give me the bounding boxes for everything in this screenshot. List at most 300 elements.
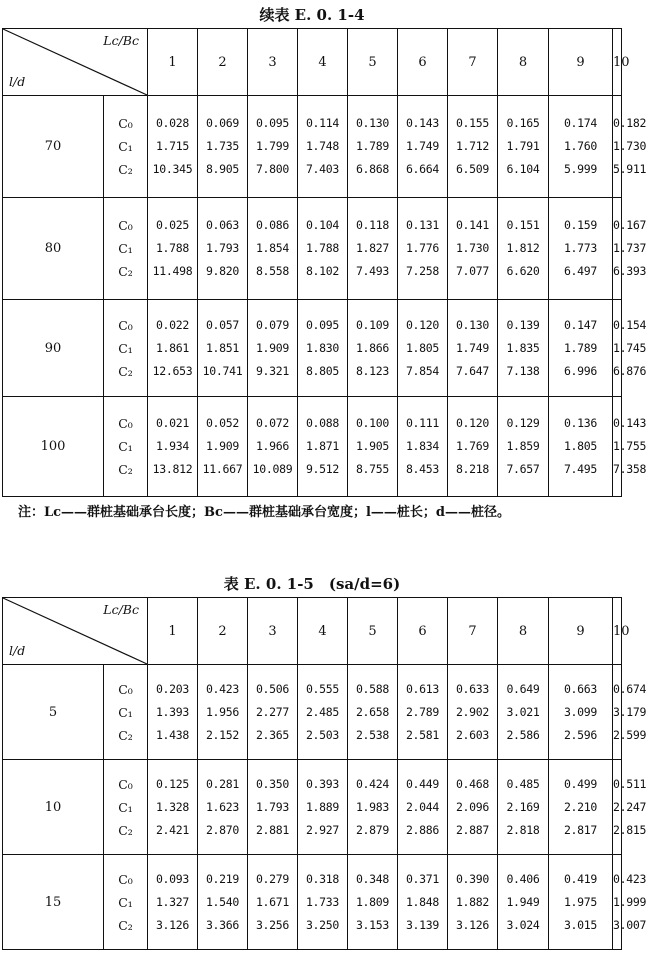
value: 0.086 — [255, 218, 290, 232]
value-cell — [549, 855, 613, 950]
value: 6.868 — [355, 162, 390, 176]
corner-cell — [3, 29, 148, 96]
group-row — [3, 397, 622, 497]
value-cell — [549, 96, 613, 198]
value: 6.664 — [405, 162, 440, 176]
value: 0.088 — [305, 416, 340, 430]
value: 0.155 — [455, 116, 490, 130]
coef-label: C₂ — [118, 363, 133, 379]
value: 1.749 — [405, 139, 440, 153]
value: 0.350 — [255, 776, 290, 791]
value: 2.927 — [305, 822, 340, 837]
value: 0.499 — [563, 776, 598, 791]
value: 0.423 — [613, 871, 646, 886]
value-cell — [498, 397, 549, 497]
value: 3.126 — [455, 917, 490, 932]
group-row — [3, 760, 622, 855]
column-header: 1 — [148, 598, 198, 665]
value: 2.870 — [205, 822, 240, 837]
value: 0.393 — [305, 776, 340, 791]
value-cell — [549, 760, 613, 855]
value: 8.905 — [205, 162, 240, 176]
value: 1.438 — [155, 727, 190, 742]
value-cell — [248, 300, 298, 397]
value: 0.613 — [405, 681, 440, 696]
value: 2.503 — [305, 727, 340, 742]
value: 0.028 — [155, 116, 190, 130]
value: 8.102 — [305, 264, 340, 278]
coef-label: C₂ — [118, 917, 133, 933]
value: 9.512 — [305, 462, 340, 476]
value: 0.079 — [255, 317, 290, 332]
value: 1.975 — [563, 894, 598, 909]
value: 3.366 — [205, 917, 240, 932]
value: 1.882 — [455, 894, 490, 909]
coef-labels — [104, 760, 148, 855]
value-cell — [613, 665, 646, 760]
value-cell — [348, 760, 398, 855]
value: 0.167 — [613, 218, 646, 232]
value-cell — [549, 665, 613, 760]
column-header: 9 — [549, 29, 613, 96]
value: 7.403 — [305, 162, 340, 176]
value: 0.371 — [405, 871, 440, 886]
coef-label: C₀ — [118, 871, 133, 887]
value: 1.789 — [563, 340, 598, 355]
value: 0.141 — [455, 218, 490, 232]
value-cell — [448, 300, 498, 397]
value: 2.887 — [455, 822, 490, 837]
coef-label: C₀ — [118, 317, 133, 333]
value-cell — [398, 855, 448, 950]
value: 0.057 — [205, 317, 240, 332]
coef-label: C₁ — [118, 799, 133, 815]
value: 2.789 — [405, 704, 440, 719]
value: 0.114 — [305, 116, 340, 130]
coef-label: C₂ — [118, 162, 133, 177]
group-label: 80 — [3, 198, 104, 300]
value: 7.358 — [613, 462, 646, 476]
table-note: 注：Lc——群桩基础承台长度；Bc——群桩基础承台宽度；l——桩长；d——桩径。 — [18, 505, 510, 520]
table1 — [2, 28, 646, 497]
value: 1.827 — [355, 241, 390, 255]
group-row — [3, 198, 622, 300]
value: 1.859 — [506, 439, 540, 453]
value: 1.809 — [355, 894, 390, 909]
group-label: 100 — [3, 397, 104, 497]
value: 1.730 — [455, 241, 490, 255]
column-header: 5 — [348, 29, 398, 96]
value: 9.321 — [255, 363, 290, 378]
value: 0.348 — [355, 871, 390, 886]
value: 5.999 — [563, 162, 598, 176]
value-cell — [613, 198, 646, 300]
value: 10.741 — [202, 363, 243, 378]
value-cell — [348, 300, 398, 397]
value-cell — [348, 665, 398, 760]
group-label: 15 — [3, 855, 104, 950]
value-cell — [248, 760, 298, 855]
value: 0.111 — [405, 416, 440, 430]
value: 6.104 — [506, 162, 540, 176]
value-cell — [448, 665, 498, 760]
coef-label: C₂ — [118, 462, 133, 477]
value: 11.498 — [152, 264, 193, 278]
value: 0.052 — [205, 416, 240, 430]
value: 2.586 — [506, 727, 540, 742]
value: 1.871 — [305, 439, 340, 453]
value-cell — [549, 198, 613, 300]
value: 12.653 — [152, 363, 193, 378]
value-cell — [498, 198, 549, 300]
value-cell — [498, 96, 549, 198]
coef-labels — [104, 198, 148, 300]
value: 7.077 — [455, 264, 490, 278]
coef-labels — [104, 855, 148, 950]
value: 7.493 — [355, 264, 390, 278]
value: 0.095 — [255, 116, 290, 130]
value-cell — [448, 855, 498, 950]
coef-label: C₀ — [118, 116, 133, 131]
value-cell — [348, 855, 398, 950]
coef-label: C₁ — [118, 894, 133, 910]
column-header: 2 — [198, 598, 248, 665]
value-cell — [498, 760, 549, 855]
value: 2.886 — [405, 822, 440, 837]
value: 11.667 — [202, 462, 243, 476]
value: 1.788 — [305, 241, 340, 255]
column-header: 7 — [448, 29, 498, 96]
value: 8.558 — [255, 264, 290, 278]
value: 3.015 — [563, 917, 598, 932]
value: 1.776 — [405, 241, 440, 255]
value-cell — [549, 397, 613, 497]
value: 0.279 — [255, 871, 290, 886]
table2 — [2, 597, 646, 950]
group-row — [3, 855, 622, 950]
value: 0.588 — [355, 681, 390, 696]
value: 0.423 — [205, 681, 240, 696]
corner-top-label: Lc/Bc — [103, 602, 139, 617]
value: 1.830 — [305, 340, 340, 355]
value: 1.861 — [155, 340, 190, 355]
value-cell — [348, 96, 398, 198]
coef-label: C₁ — [118, 340, 133, 356]
value: 6.497 — [563, 264, 598, 278]
value: 0.406 — [506, 871, 540, 886]
value: 0.419 — [563, 871, 598, 886]
column-header: 9 — [549, 598, 613, 665]
value: 7.138 — [506, 363, 540, 378]
value: 1.905 — [355, 439, 390, 453]
value: 0.022 — [155, 317, 190, 332]
value-cell — [298, 855, 348, 950]
value: 1.623 — [205, 799, 240, 814]
coef-label: C₀ — [118, 681, 133, 697]
value-cell — [148, 855, 198, 950]
value: 0.633 — [455, 681, 490, 696]
value: 0.511 — [613, 776, 646, 791]
value: 2.881 — [255, 822, 290, 837]
column-header: 8 — [498, 598, 549, 665]
value: 3.179 — [613, 704, 646, 719]
value: 2.277 — [255, 704, 290, 719]
value: 0.136 — [563, 416, 598, 430]
corner-bottom-label: l/d — [9, 74, 26, 89]
column-header: 6 — [398, 598, 448, 665]
coef-label: C₀ — [118, 218, 133, 233]
value: 0.063 — [205, 218, 240, 232]
value: 0.506 — [255, 681, 290, 696]
value: 0.555 — [305, 681, 340, 696]
value: 0.663 — [563, 681, 598, 696]
value-cell — [613, 855, 646, 950]
value-cell — [348, 397, 398, 497]
value: 1.793 — [255, 799, 290, 814]
value: 0.182 — [613, 116, 646, 130]
value: 1.909 — [205, 439, 240, 453]
value: 10.089 — [252, 462, 293, 476]
coef-labels — [104, 397, 148, 497]
group-row — [3, 300, 622, 397]
value: 0.120 — [455, 416, 490, 430]
value: 6.620 — [506, 264, 540, 278]
value: 1.735 — [205, 139, 240, 153]
group-label: 5 — [3, 665, 104, 760]
value: 1.737 — [613, 241, 646, 255]
column-header: 5 — [348, 598, 398, 665]
value: 0.174 — [563, 116, 598, 130]
value: 1.799 — [255, 139, 290, 153]
value: 2.879 — [355, 822, 390, 837]
column-header: 1 — [148, 29, 198, 96]
coef-label: C₀ — [118, 776, 133, 792]
value: 3.099 — [563, 704, 598, 719]
value: 3.126 — [155, 917, 190, 932]
value: 2.581 — [405, 727, 440, 742]
value-cell — [613, 397, 646, 497]
value: 0.025 — [155, 218, 190, 232]
coef-label: C₀ — [118, 416, 133, 431]
value: 6.509 — [455, 162, 490, 176]
value: 1.328 — [155, 799, 190, 814]
value: 0.147 — [563, 317, 598, 332]
column-header: 3 — [248, 29, 298, 96]
value: 10.345 — [152, 162, 193, 176]
coef-label: C₂ — [118, 727, 133, 743]
value: 1.889 — [305, 799, 340, 814]
value: 1.745 — [613, 340, 646, 355]
value: 0.203 — [155, 681, 190, 696]
value: 0.219 — [205, 871, 240, 886]
value: 8.218 — [455, 462, 490, 476]
value: 1.769 — [455, 439, 490, 453]
value: 1.788 — [155, 241, 190, 255]
value: 1.851 — [205, 340, 240, 355]
coef-labels — [104, 300, 148, 397]
value: 0.281 — [205, 776, 240, 791]
value: 1.934 — [155, 439, 190, 453]
value: 3.250 — [305, 917, 340, 932]
value: 1.715 — [155, 139, 190, 153]
corner-top-label: Lc/Bc — [103, 33, 139, 48]
value: 0.109 — [355, 317, 390, 332]
value: 1.834 — [405, 439, 440, 453]
value: 1.835 — [506, 340, 540, 355]
value: 1.866 — [355, 340, 390, 355]
value: 0.072 — [255, 416, 290, 430]
value: 6.996 — [563, 363, 598, 378]
value-cell — [398, 96, 448, 198]
value: 0.095 — [305, 317, 340, 332]
value: 8.123 — [355, 363, 390, 378]
value-cell — [148, 198, 198, 300]
column-header: 10 — [613, 598, 622, 665]
coef-label: C₂ — [118, 822, 133, 838]
value: 1.966 — [255, 439, 290, 453]
value-cell — [148, 300, 198, 397]
value: 8.755 — [355, 462, 390, 476]
coef-label: C₂ — [118, 264, 133, 279]
group-label: 70 — [3, 96, 104, 198]
value: 0.674 — [613, 681, 646, 696]
value-cell — [248, 96, 298, 198]
value: 1.999 — [613, 894, 646, 909]
value: 7.647 — [455, 363, 490, 378]
value-cell — [613, 300, 646, 397]
value: 3.021 — [506, 704, 540, 719]
value-cell — [448, 96, 498, 198]
value: 1.949 — [506, 894, 540, 909]
value-cell — [198, 96, 248, 198]
value: 7.657 — [506, 462, 540, 476]
value: 0.424 — [355, 776, 390, 791]
value: 0.390 — [455, 871, 490, 886]
value: 0.143 — [405, 116, 440, 130]
value: 1.956 — [205, 704, 240, 719]
value: 2.096 — [455, 799, 490, 814]
value-cell — [613, 760, 646, 855]
value-cell — [498, 665, 549, 760]
value: 0.093 — [155, 871, 190, 886]
value-cell — [248, 397, 298, 497]
value: 7.854 — [405, 363, 440, 378]
value: 2.902 — [455, 704, 490, 719]
group-row — [3, 665, 622, 760]
value: 1.733 — [305, 894, 340, 909]
value: 1.748 — [305, 139, 340, 153]
value: 13.812 — [152, 462, 193, 476]
value: 0.120 — [405, 317, 440, 332]
value: 0.125 — [155, 776, 190, 791]
value-cell — [148, 665, 198, 760]
value: 2.603 — [455, 727, 490, 742]
value: 7.495 — [563, 462, 598, 476]
value-cell — [448, 760, 498, 855]
value: 7.258 — [405, 264, 440, 278]
value: 6.876 — [613, 363, 646, 378]
value: 1.712 — [455, 139, 490, 153]
value: 2.044 — [405, 799, 440, 814]
value-cell — [348, 198, 398, 300]
value-cell — [298, 397, 348, 497]
value: 1.812 — [506, 241, 540, 255]
value: 1.730 — [613, 139, 646, 153]
value-cell — [198, 198, 248, 300]
value-cell — [248, 855, 298, 950]
value: 2.817 — [563, 822, 598, 837]
column-header: 8 — [498, 29, 549, 96]
value: 1.671 — [255, 894, 290, 909]
value: 0.130 — [355, 116, 390, 130]
value-cell — [498, 300, 549, 397]
value-cell — [198, 760, 248, 855]
value-cell — [448, 397, 498, 497]
value: 2.365 — [255, 727, 290, 742]
value-cell — [198, 665, 248, 760]
value: 7.800 — [255, 162, 290, 176]
group-label: 10 — [3, 760, 104, 855]
value-cell — [398, 665, 448, 760]
value-cell — [298, 96, 348, 198]
value: 0.165 — [506, 116, 540, 130]
value-cell — [549, 300, 613, 397]
value-cell — [448, 198, 498, 300]
coef-labels — [104, 665, 148, 760]
group-row — [3, 96, 622, 198]
value: 0.151 — [506, 218, 540, 232]
value: 3.139 — [405, 917, 440, 932]
group-label: 90 — [3, 300, 104, 397]
value-cell — [248, 198, 298, 300]
value: 9.820 — [205, 264, 240, 278]
value: 2.815 — [613, 822, 646, 837]
value-cell — [198, 300, 248, 397]
table1-caption: 续表 E. 0. 1-4 — [259, 6, 365, 24]
value-cell — [148, 96, 198, 198]
value: 1.393 — [155, 704, 190, 719]
value-cell — [298, 760, 348, 855]
table2-caption: 表 E. 0. 1-5 (sa/d=6) — [223, 575, 401, 593]
value: 3.256 — [255, 917, 290, 932]
value: 2.596 — [563, 727, 598, 742]
coef-label: C₁ — [118, 704, 133, 720]
coef-label: C₁ — [118, 439, 133, 454]
header-row — [3, 598, 622, 665]
value: 1.983 — [355, 799, 390, 814]
value: 0.131 — [405, 218, 440, 232]
value-cell — [298, 665, 348, 760]
value-cell — [398, 397, 448, 497]
value: 0.143 — [613, 416, 646, 430]
value: 0.130 — [455, 317, 490, 332]
value: 3.153 — [355, 917, 390, 932]
value: 0.021 — [155, 416, 190, 430]
value-cell — [148, 760, 198, 855]
value: 0.485 — [506, 776, 540, 791]
value: 1.540 — [205, 894, 240, 909]
column-header: 7 — [448, 598, 498, 665]
value: 1.805 — [563, 439, 598, 453]
value-cell — [498, 855, 549, 950]
column-header: 10 — [613, 29, 622, 96]
value-cell — [198, 397, 248, 497]
value: 0.318 — [305, 871, 340, 886]
value: 2.421 — [155, 822, 190, 837]
value: 1.749 — [455, 340, 490, 355]
value: 1.848 — [405, 894, 440, 909]
value: 1.789 — [355, 139, 390, 153]
